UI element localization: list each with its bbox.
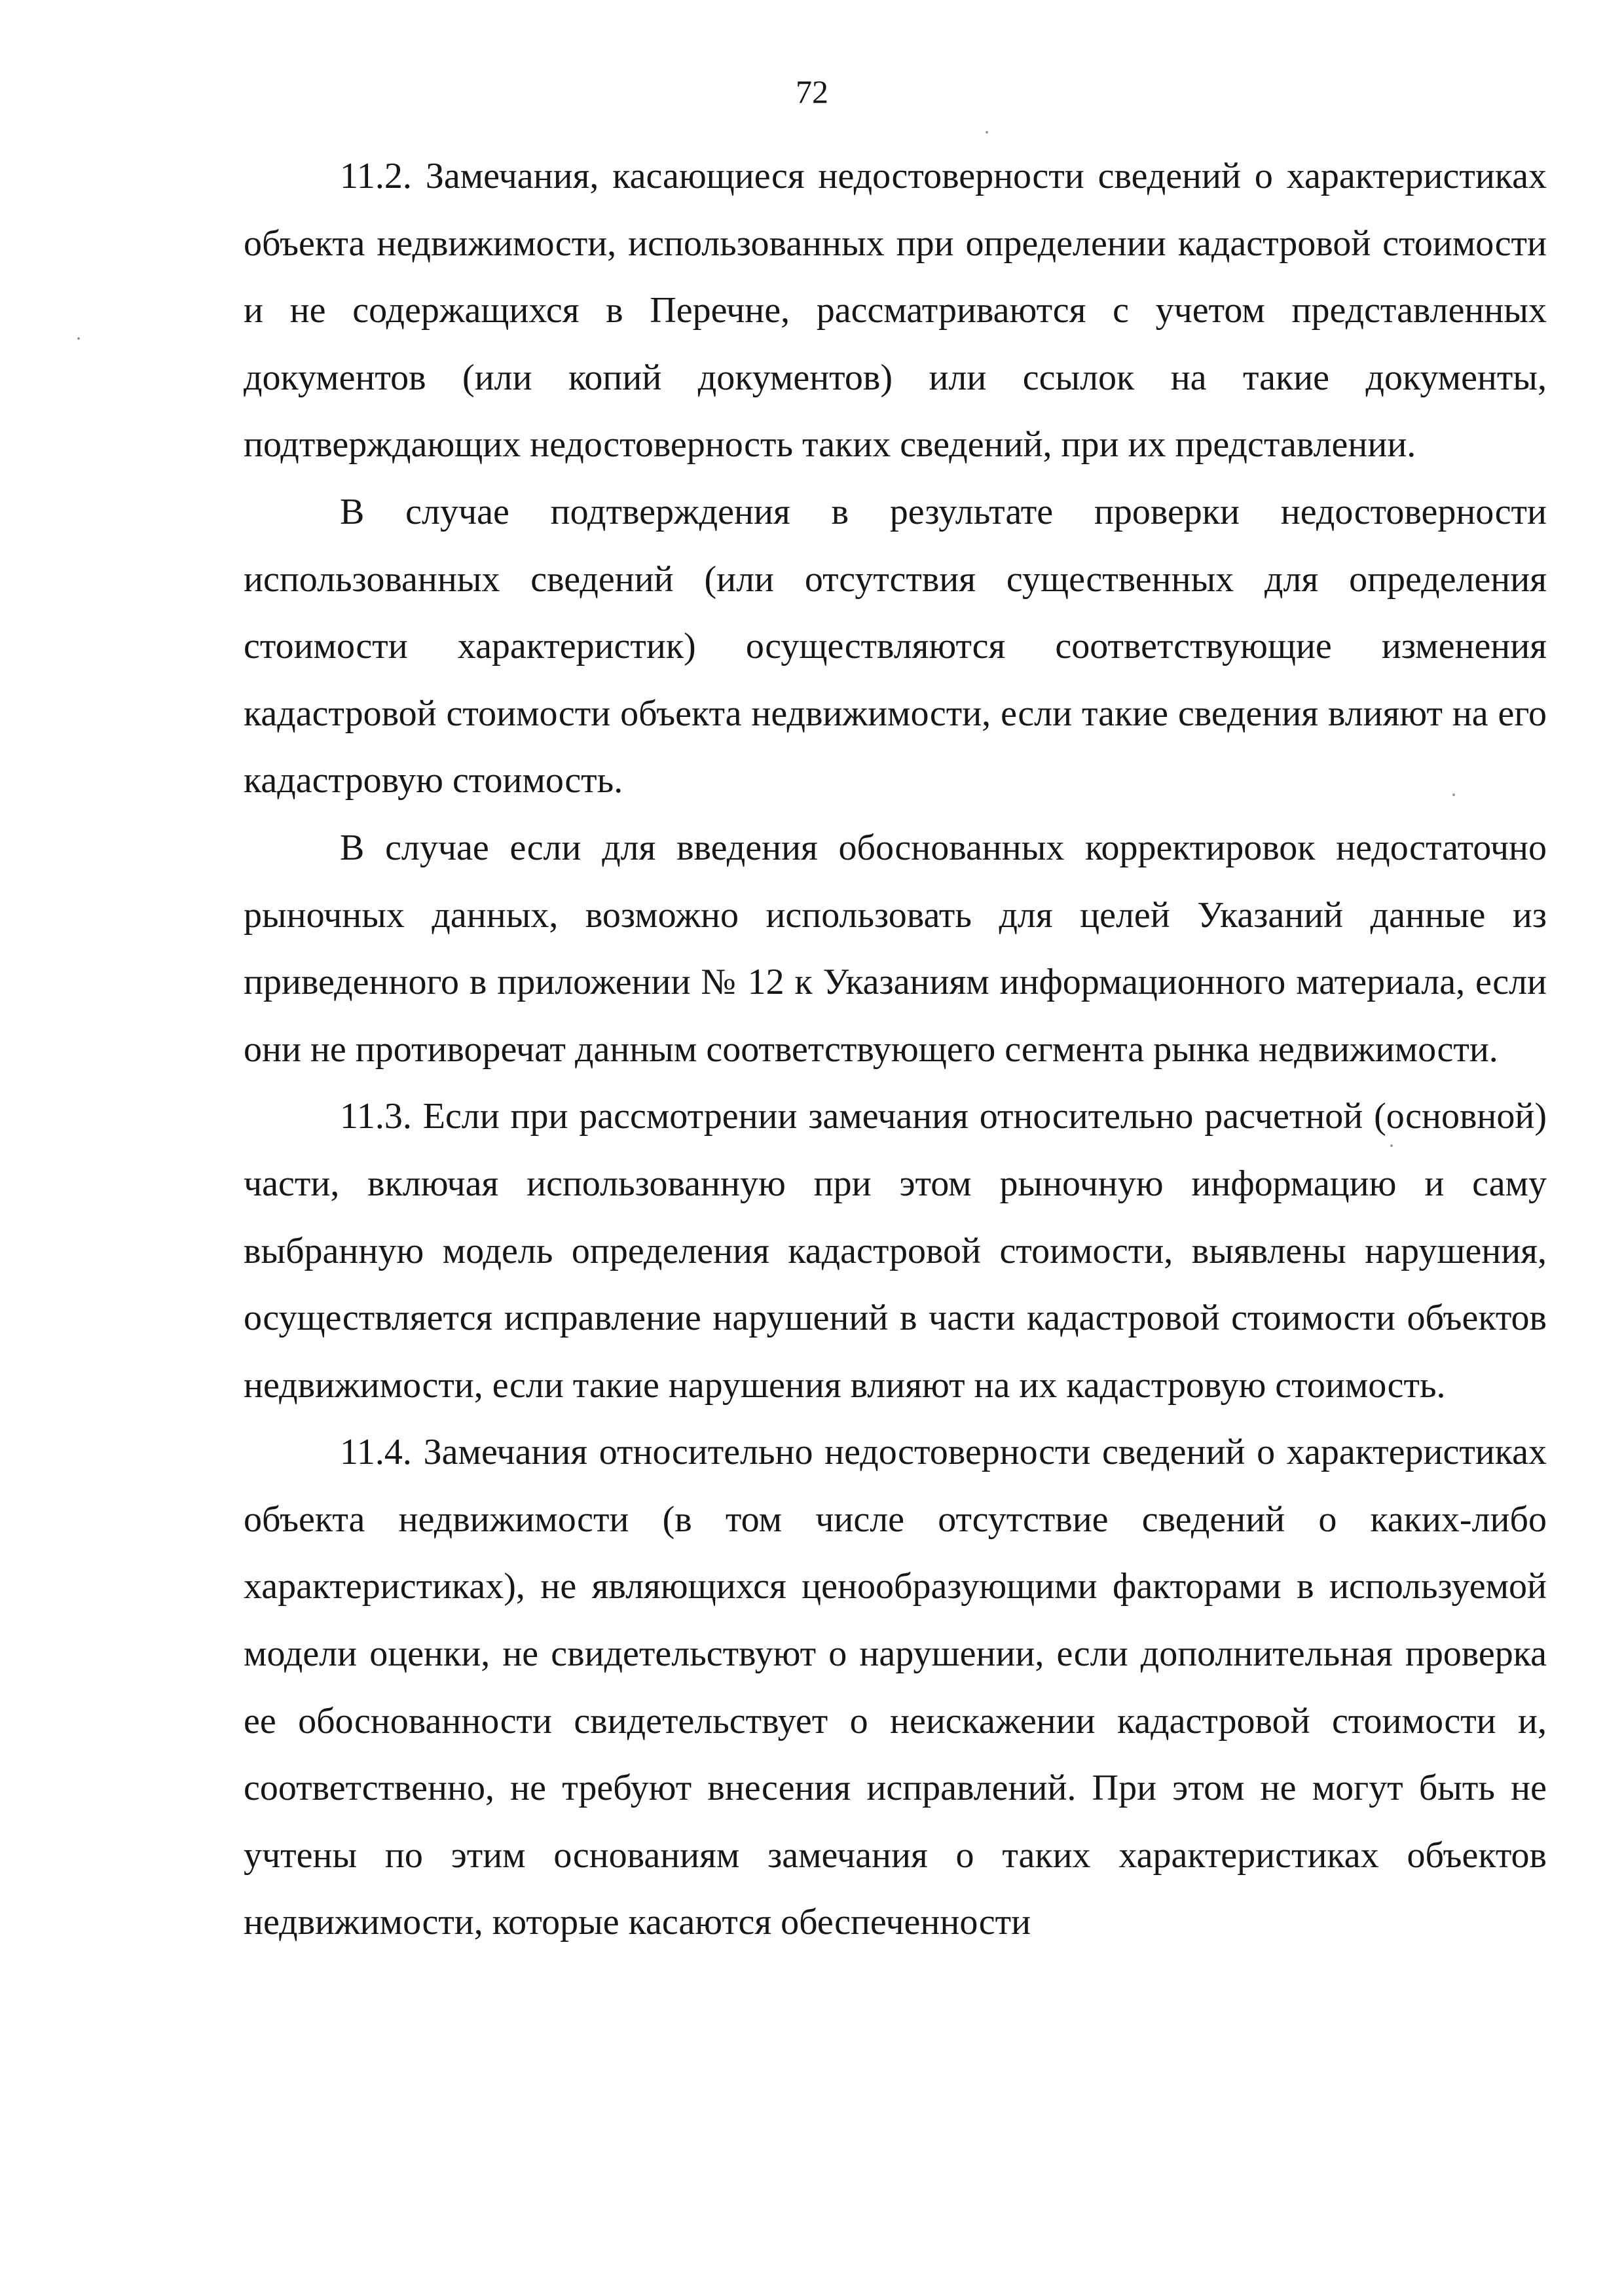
scan-speck [986, 131, 988, 134]
paragraph-verification-result: В случае подтверждения в результате проверки недостоверности использованных сведений (или отсутствия существенных для определения стоимости характеристик) осуществляются соответствующие изменения кадастровой стоимости объекта недвижимости, если такие сведения влияют на его кадастровую стоимость. [244, 491, 1547, 801]
paragraph-11-4: 11.4. Замечания относительно недостоверности сведений о характеристиках объекта недвижимости (в том числе отсутствие сведений о каких-либо характеристиках), не являющихся ценообразующими факторами в используемой модели оценки, не свидетельствуют о нарушении, если дополнительная проверка ее обоснованности свидетельствует о неискажении кадастровой стоимости и, соответственно, не требуют внесения исправлений. При этом не могут быть не учтены по этим основаниям замечания о таких характеристиках объектов недвижимости, которые касаются обеспеченности [244, 1432, 1547, 1943]
page-number: 72 [796, 73, 828, 110]
scan-speck [77, 337, 80, 340]
paragraph-11-3: 11.3. Если при рассмотрении замечания относительно расчетной (основной) части, включая использованную при этом рыночную информацию и саму выбранную модель определения кадастровой стоимости, выявлены нарушения, осуществляется исправление нарушений в части кадастровой стоимости объектов недвижимости, если такие нарушения влияют на их кадастровую стоимость. [244, 1096, 1547, 1406]
scan-speck [1390, 1144, 1393, 1147]
body-text [244, 143, 1547, 1956]
scan-speck [1452, 793, 1455, 796]
paragraph-11-2: 11.2. Замечания, касающиеся недостоверности сведений о характеристиках объекта недвижимости, использованных при определении кадастровой стоимости и не содержащихся в Перечне, рассматриваются с учетом представленных документов (или копий документов) или ссылок на такие документы, подтверждающих недостоверность таких сведений, при их представлении. [244, 156, 1547, 465]
paragraph-market-data: В случае если для введения обоснованных корректировок недостаточно рыночных данных, возможно использовать для целей Указаний данные из приведенного в приложении № 12 к Указаниям информационного материала, если они не противоречат данным соответствующего сегмента рынка недвижимости. [244, 827, 1547, 1070]
